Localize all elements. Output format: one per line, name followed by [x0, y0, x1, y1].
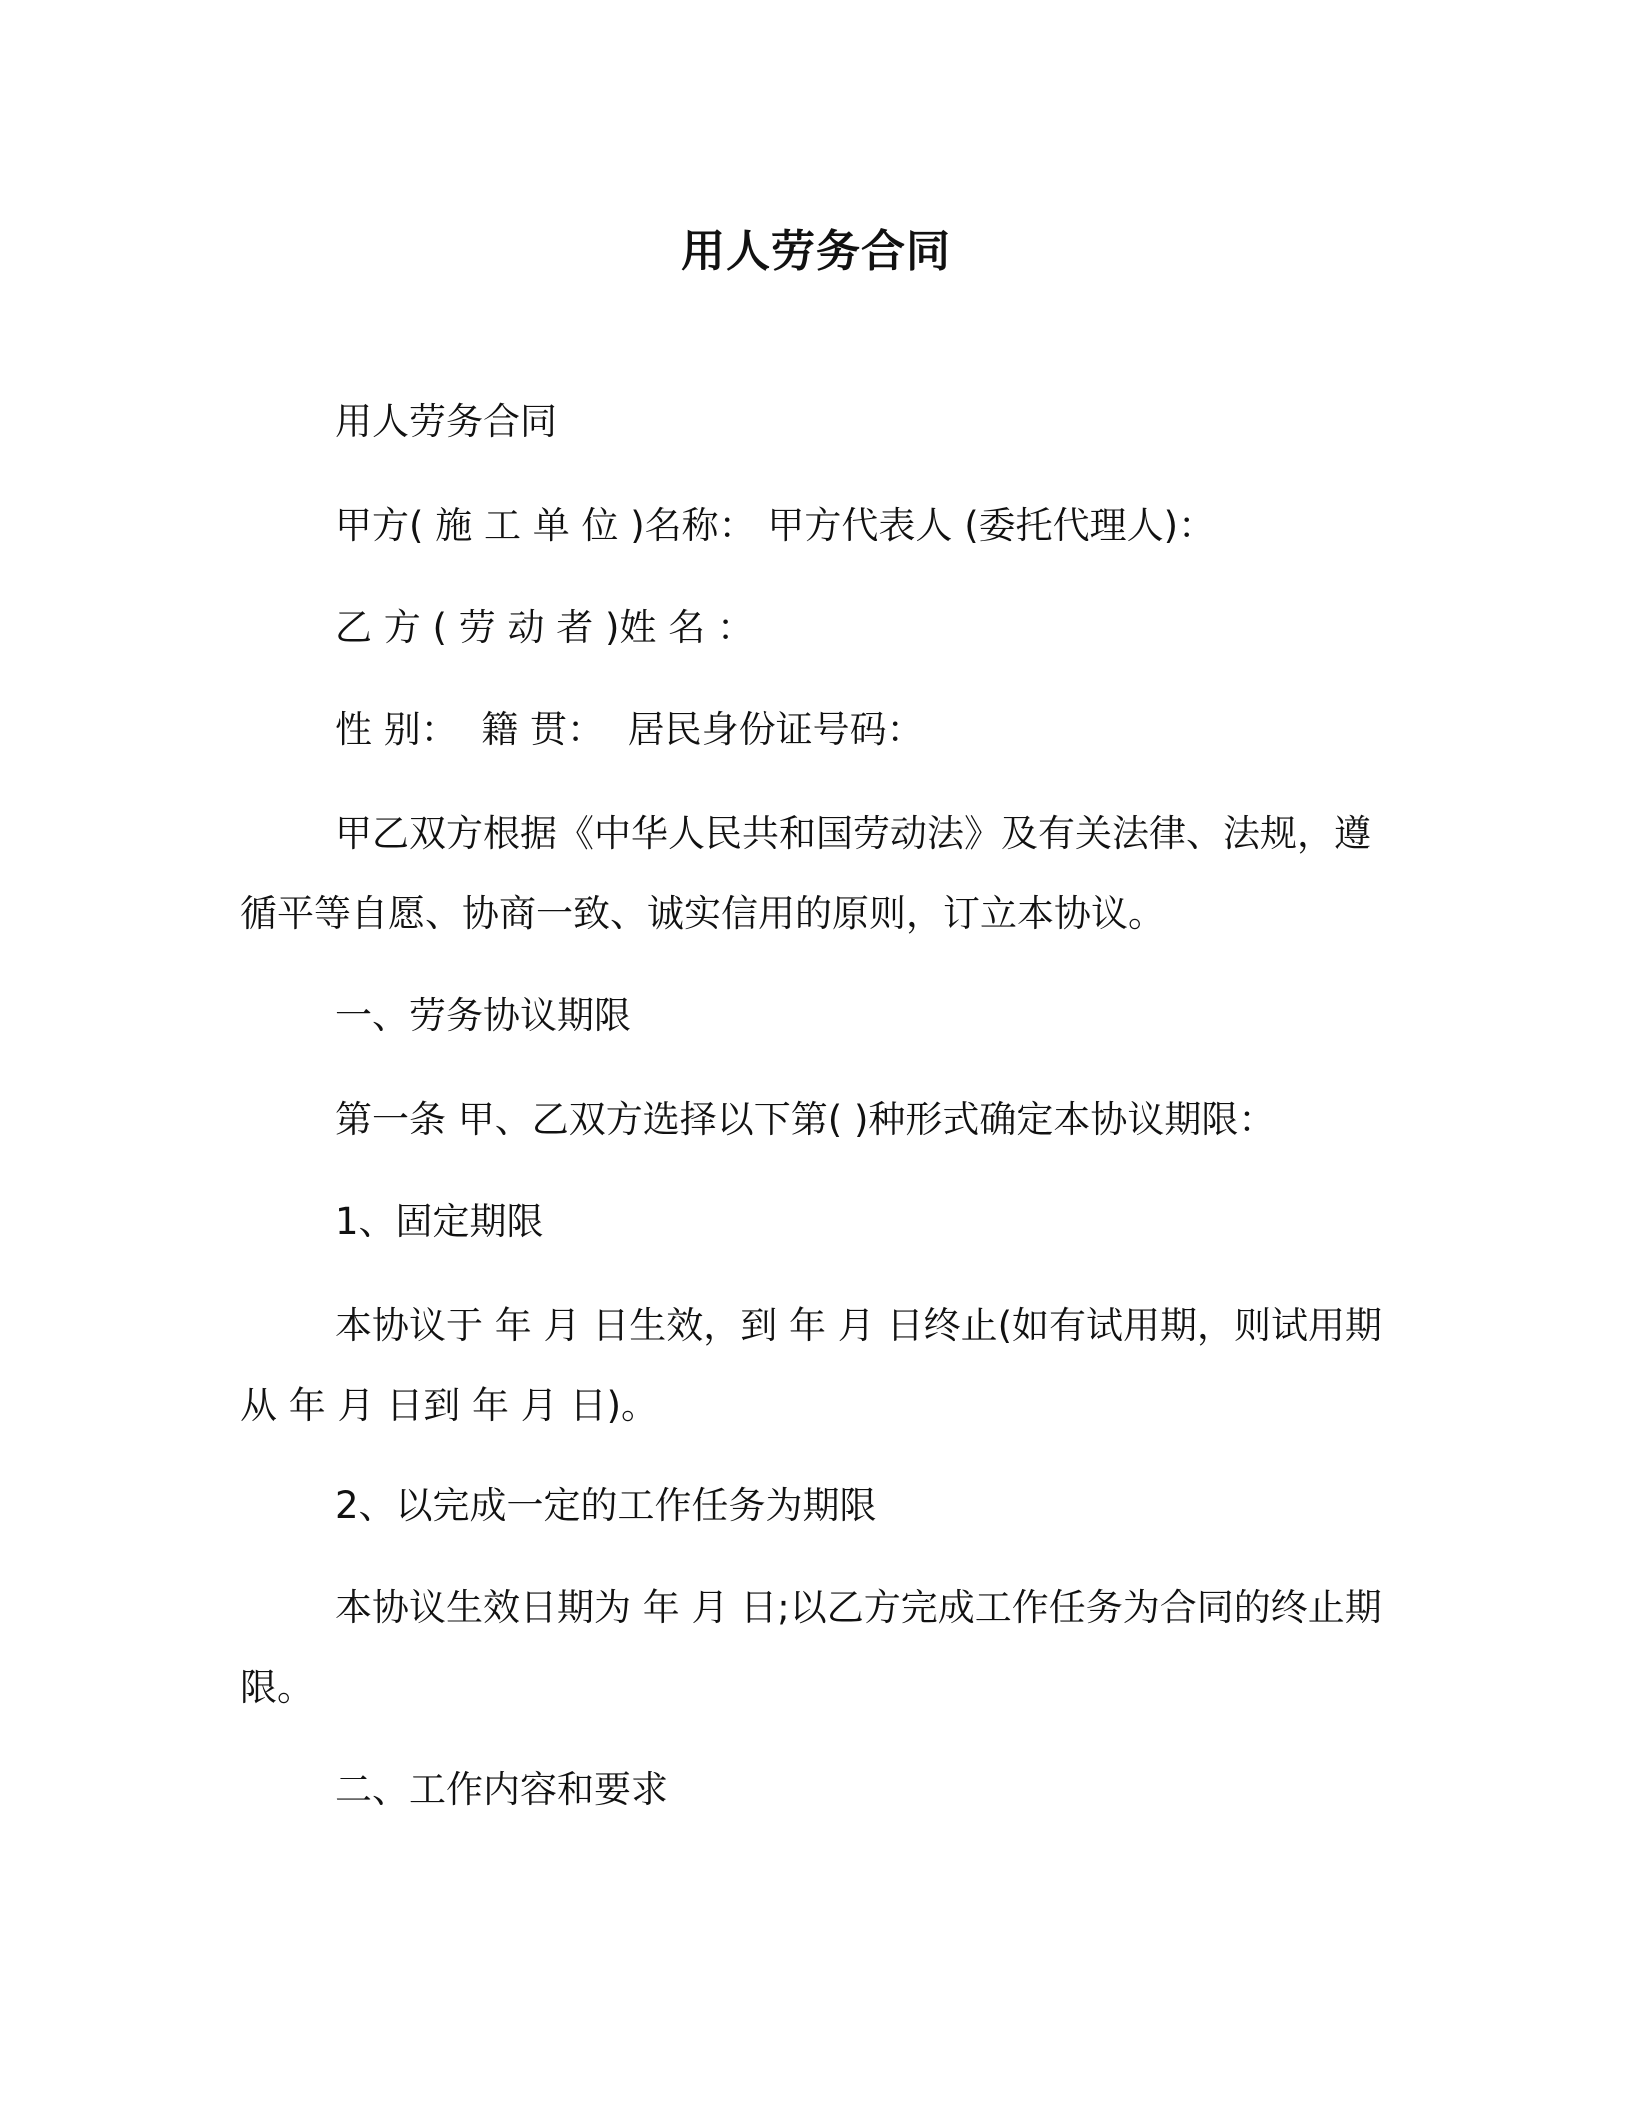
- paragraph-party-a: 甲方( 施 工 单 位 )名称： 甲方代表人 (委托代理人)：: [335, 504, 1216, 547]
- paragraph-subtitle: 用人劳务合同: [335, 400, 557, 443]
- section-heading-1: 一、劳务协议期限: [335, 994, 631, 1037]
- paragraph-preamble: 甲乙双方根据《中华人民共和国劳动法》及有关法律、法规，遵循平等自愿、协商一致、诚实信用的原则，订立本协议。: [240, 812, 1371, 935]
- paragraph-task-term-dates: 本协议生效日期为 年 月 日;以乙方完成工作任务为合同的终止期限。: [240, 1586, 1382, 1709]
- article-1: 第一条 甲、乙双方选择以下第( )种形式确定本协议期限：: [335, 1098, 1276, 1141]
- paragraph-fixed-term-dates: 本协议于 年 月 日生效，到 年 月 日终止(如有试用期，则试用期从 年 月 日到 年 月 日)。: [240, 1304, 1383, 1427]
- paragraph-party-b: 乙 方 ( 劳 动 者 )姓 名 ：: [335, 606, 754, 649]
- item-task-term: 2、以完成一定的工作任务为期限: [335, 1484, 877, 1527]
- document-title: 用人劳务合同: [681, 226, 951, 277]
- paragraph-personal-info: 性 别： 籍 贯： 居民身份证号码：: [335, 708, 924, 751]
- item-fixed-term: 1、固定期限: [335, 1200, 544, 1243]
- section-heading-2: 二、工作内容和要求: [335, 1768, 668, 1811]
